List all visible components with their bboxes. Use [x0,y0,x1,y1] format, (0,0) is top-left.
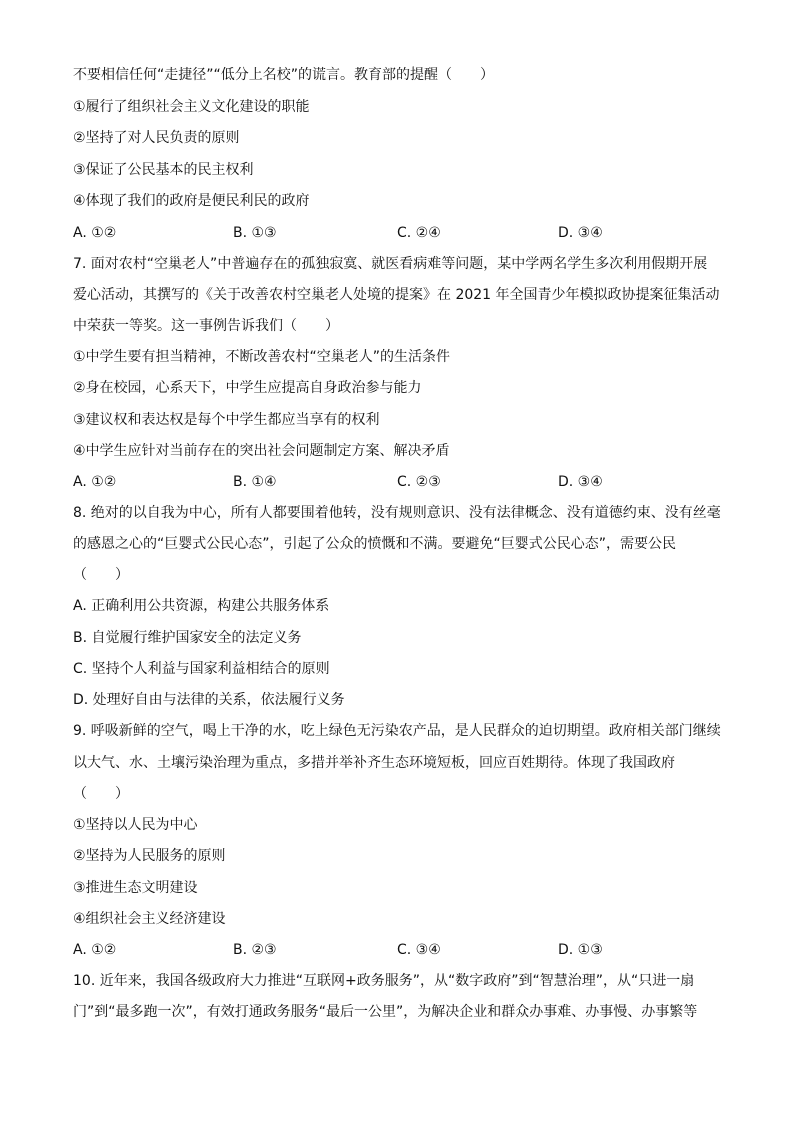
answer-item: ①中学生要有担当精神，不断改善农村“空巢老人”的生活条件 [73,349,451,365]
answer-item: ②坚持了对人民负责的原则 [73,130,240,146]
answer-item: ①坚持以人民为中心 [73,817,198,833]
answer-item: ③建议权和表达权是每个中学生都应当享有的权利 [73,412,380,428]
option-c: C. ③④ [397,942,441,958]
question-stem-line: 9. 呼吸新鲜的空气，喝上干净的水，吃上绿色无污染农产品，是人民群众的迫切期望。政府相关部门继续 [73,723,721,739]
question-stem-line: 门”到“最多跑一次”，有效打通政务服务“最后一公里”，为解决企业和群众办事难、办事慢、办事繁等 [73,1004,698,1020]
question-stem-line: 7. 面对农村“空巢老人”中普遍存在的孤独寂寞、就医看病难等问题，某中学两名学生多次利用假期开展 [73,256,708,272]
option-c: C. 坚持个人利益与国家利益相结合的原则 [73,661,330,677]
answer-item: ②坚持为人民服务的原则 [73,848,226,864]
option-b: B. ①③ [233,225,277,241]
option-c: C. ②④ [397,225,441,241]
answer-item: ②身在校园，心系天下，中学生应提高自身政治参与能力 [73,380,422,396]
question-stem-line: （ ） [73,786,129,802]
option-b: B. 自觉履行维护国家安全的法定义务 [73,630,302,646]
option-d: D. ③④ [558,225,603,241]
answer-item: ③保证了公民基本的民主权利 [73,162,254,178]
option-d: D. ①③ [558,942,603,958]
answer-item: ④体现了我们的政府是便民利民的政府 [73,193,310,209]
option-c: C. ②③ [397,474,441,490]
question-stem-line: 中荣获一等奖。这一事例告诉我们（ ） [73,318,339,334]
option-a: A. ①② [73,942,117,958]
answer-item: ③推进生态文明建设 [73,880,198,896]
question-stem-line: 以大气、水、土壤污染治理为重点，多措并举补齐生态环境短板，回应百姓期待。体现了我国政府 [73,755,675,771]
answer-item: ①履行了组织社会主义文化建设的职能 [73,99,310,115]
option-a: A. 正确利用公共资源，构建公共服务体系 [73,598,330,614]
option-a: A. ①② [73,225,117,241]
question-stem-line: 8. 绝对的以自我为中心，所有人都要围着他转，没有规则意识、没有法律概念、没有道德约束、没有丝毫 [73,505,721,521]
option-b: B. ①④ [233,474,277,490]
option-d: D. ③④ [558,474,603,490]
question-stem-line: 爱心活动，其撰写的《关于改善农村空巢老人处境的提案》在 2021 年全国青少年模拟政协提案征集活动 [73,287,720,303]
question-stem-line: 的感恩之心的“巨婴式公民心态”，引起了公众的愤慨和不满。要避免“巨婴式公民心态”，需要公民 [73,536,677,552]
option-b: B. ②③ [233,942,277,958]
question-stem-line: （ ） [73,567,129,583]
answer-item: ④中学生应针对当前存在的突出社会问题制定方案、解决矛盾 [73,443,450,459]
question-stem-line: 不要相信任何“走捷径”“低分上名校”的谎言。教育部的提醒（ ） [73,67,495,83]
option-d: D. 处理好自由与法律的关系，依法履行义务 [73,692,345,708]
option-a: A. ①② [73,474,117,490]
answer-item: ④组织社会主义经济建设 [73,911,226,927]
question-stem-line: 10. 近年来，我国各级政府大力推进“互联网+政务服务”，从“数字政府”到“智慧治理”，从“只进一扇 [73,973,695,989]
